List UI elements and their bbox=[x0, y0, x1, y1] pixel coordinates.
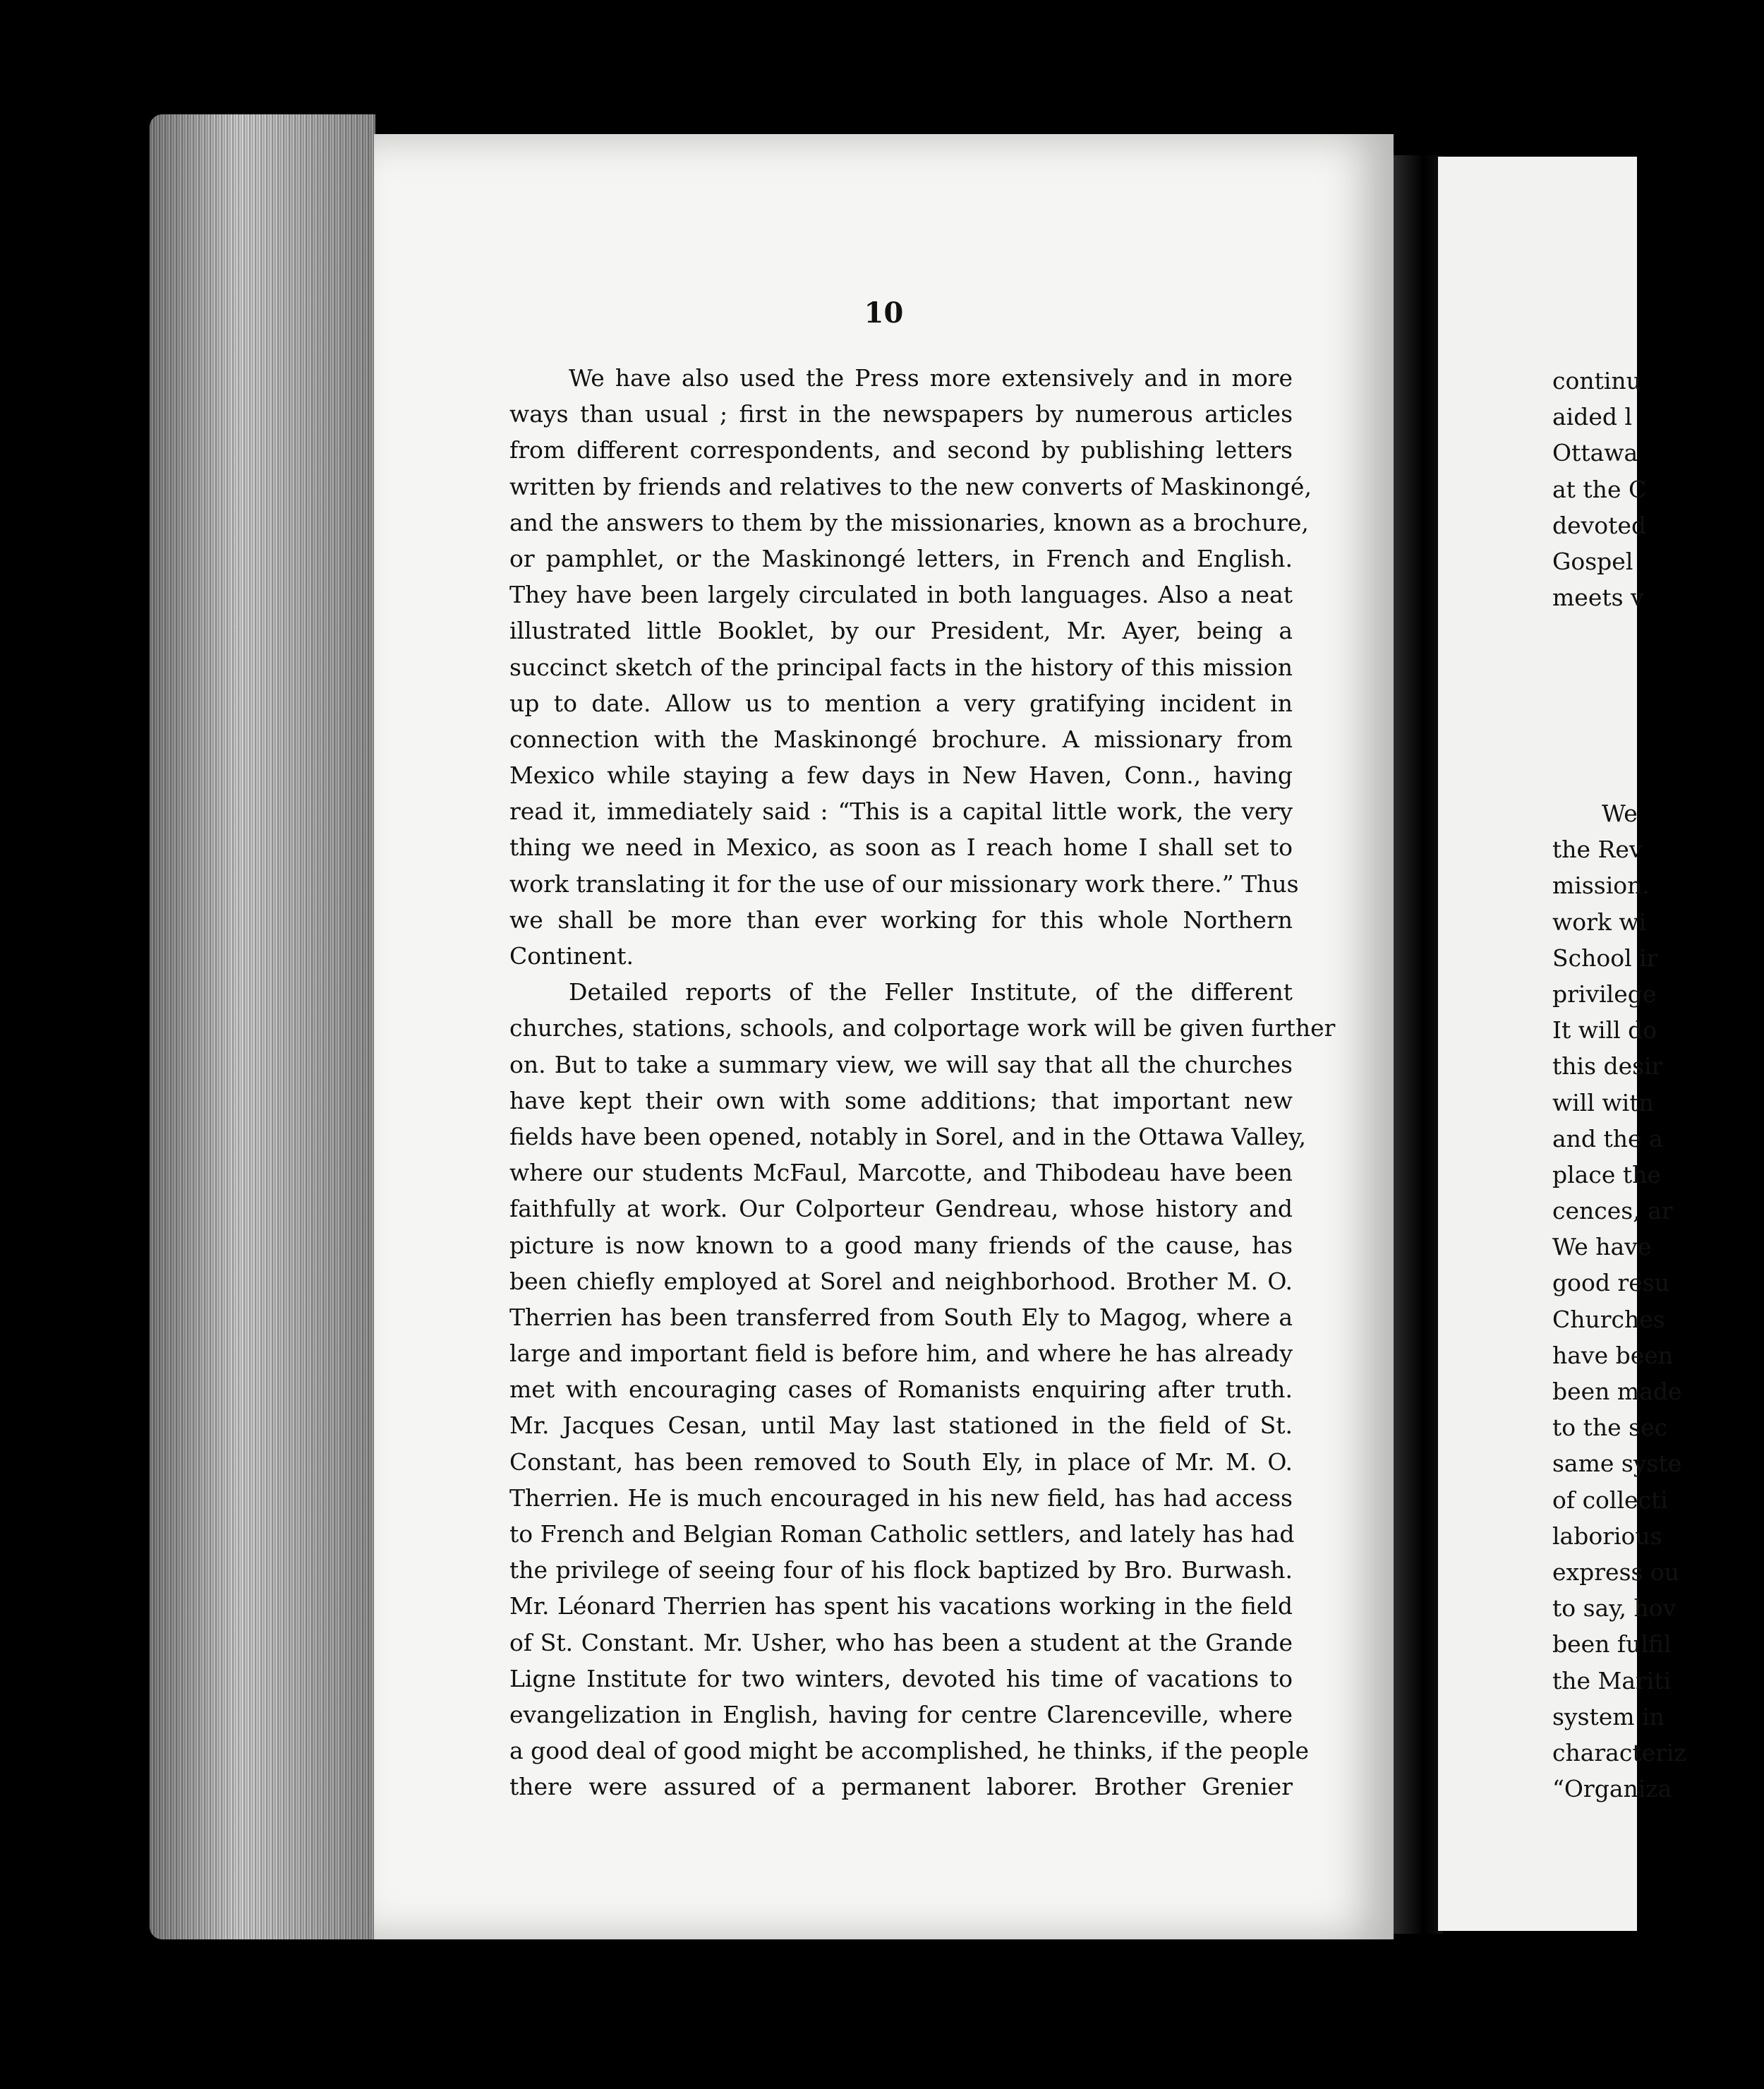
fragment-line: mission. bbox=[1552, 872, 1650, 900]
fragment-line: the Rev bbox=[1552, 836, 1643, 864]
text-line: written by friends and relatives to the new converts of Maskinongé, bbox=[509, 472, 1312, 500]
text-line: the privilege of seeing four of his flock baptized by Bro. Burwash. bbox=[509, 1556, 1293, 1584]
fragment-line: express ou bbox=[1552, 1558, 1680, 1586]
text-line: or pamphlet, or the Maskinongé letters, in French and English. bbox=[509, 544, 1293, 572]
fragment-line: Churches bbox=[1552, 1305, 1665, 1333]
fragment-line: to say, hov bbox=[1552, 1594, 1677, 1623]
text-line: ways than usual ; first in the newspapers by numerous articles bbox=[509, 400, 1293, 428]
fragment-line: continu bbox=[1552, 367, 1641, 395]
text-line: from different correspondents, and second by publishing letters bbox=[509, 436, 1293, 464]
text-line: Mr. Léonard Therrien has spent his vacations working in the field bbox=[509, 1592, 1293, 1620]
text-line: of St. Constant. Mr. Usher, who has been a student at the Grande bbox=[509, 1628, 1293, 1656]
text-line: picture is now known to a good many friends of the cause, has bbox=[509, 1231, 1293, 1259]
fragment-line: this desir bbox=[1552, 1052, 1663, 1080]
text-line: Ligne Institute for two winters, devoted his time of vacations to bbox=[509, 1664, 1293, 1692]
fragment-line: Gospel bbox=[1552, 547, 1633, 575]
text-line: evangelization in English, having for centre Clarenceville, where bbox=[509, 1700, 1293, 1728]
text-line: Detailed reports of the Feller Institute, of the different bbox=[569, 978, 1293, 1006]
text-line: fields have been opened, notably in Sorel, and in the Ottawa Valley, bbox=[509, 1122, 1306, 1150]
fragment-line: We bbox=[1602, 800, 1638, 827]
text-line: met with encouraging cases of Romanists enquiring after truth. bbox=[509, 1375, 1293, 1404]
fragment-line: cences, ar bbox=[1552, 1197, 1673, 1225]
fragment-line: at the C bbox=[1552, 475, 1647, 503]
fragment-line: “Organiza bbox=[1552, 1775, 1672, 1803]
text-line: been chiefly employed at Sorel and neighborhood. Brother M. O. bbox=[509, 1267, 1293, 1295]
fragment-line: and the a bbox=[1552, 1124, 1663, 1152]
fragment-line: School ir bbox=[1552, 944, 1658, 972]
book-gutter bbox=[1394, 155, 1443, 1934]
text-line: where our students McFaul, Marcotte, and Thibodeau have been bbox=[509, 1159, 1293, 1187]
fragment-line: laborious bbox=[1552, 1522, 1662, 1550]
fragment-line: will witn bbox=[1552, 1088, 1654, 1116]
fragment-line: aided l bbox=[1552, 403, 1633, 431]
left-page-body bbox=[509, 360, 1336, 1805]
text-line: large and important field is before him, and where he has already bbox=[509, 1340, 1293, 1368]
text-line: Continent. bbox=[509, 942, 634, 970]
text-line: Mr. Jacques Cesan, until May last stationed in the field of St. bbox=[509, 1411, 1293, 1440]
fragment-line: work wi bbox=[1552, 908, 1647, 936]
fragment-line: been fulfil bbox=[1552, 1630, 1672, 1658]
text-line: a good deal of good might be accomplished, he thinks, if the people bbox=[509, 1737, 1310, 1765]
text-line: Constant, has been removed to South Ely, in place of Mr. M. O. bbox=[509, 1447, 1293, 1476]
fragment-line: system in bbox=[1552, 1702, 1665, 1730]
fragment-line: have been bbox=[1552, 1341, 1674, 1369]
fragment-line: characteriz bbox=[1552, 1738, 1686, 1766]
text-line: on. But to take a summary view, we will say that all the churches bbox=[509, 1050, 1293, 1078]
text-line: to French and Belgian Roman Catholic settlers, and lately has had bbox=[509, 1520, 1295, 1548]
text-line: They have been largely circulated in both languages. Also a neat bbox=[509, 581, 1293, 609]
text-line: read it, immediately said : “This is a capital little work, the very bbox=[509, 797, 1293, 826]
fragment-line: of collecti bbox=[1552, 1486, 1668, 1514]
fragment-line: privilege bbox=[1552, 980, 1657, 1008]
fragment-line: meets v bbox=[1552, 584, 1644, 612]
text-line: work translating it for the use of our missionary work there.” Thus bbox=[509, 869, 1299, 898]
text-line: thing we need in Mexico, as soon as I reach home I shall set to bbox=[509, 833, 1293, 862]
fragment-line: Ottawa bbox=[1552, 439, 1638, 467]
fragment-line: place the bbox=[1552, 1160, 1661, 1188]
text-line: Therrien. He is much encouraged in his new field, has had access bbox=[509, 1483, 1293, 1512]
fragment-line: to the sec bbox=[1552, 1414, 1668, 1442]
fragment-line: good resu bbox=[1552, 1269, 1669, 1297]
text-line: connection with the Maskinongé brochure. A missionary from bbox=[509, 725, 1293, 753]
book-page-edges bbox=[150, 114, 375, 1939]
fragment-line: We have bbox=[1552, 1233, 1652, 1261]
fragment-line: the Mariti bbox=[1552, 1666, 1672, 1694]
text-line: up to date. Allow us to mention a very gratifying incident in bbox=[509, 689, 1293, 717]
text-line: faithfully at work. Our Colporteur Gendreau, whose history and bbox=[509, 1195, 1293, 1223]
fragment-line: It will do bbox=[1552, 1016, 1657, 1044]
text-line: succinct sketch of the principal facts in the history of this mission bbox=[509, 653, 1293, 681]
text-line: there were assured of a permanent laborer. Brother Grenier bbox=[509, 1773, 1293, 1801]
text-line: and the answers to them by the missionaries, known as a brochure, bbox=[509, 508, 1309, 536]
text-line: have kept their own with some additions; that important new bbox=[509, 1086, 1293, 1114]
text-line: Therrien has been transferred from South Ely to Magog, where a bbox=[509, 1303, 1293, 1331]
text-line: illustrated little Booklet, by our President, Mr. Ayer, being a bbox=[509, 617, 1293, 645]
fragment-line: same syste bbox=[1552, 1450, 1682, 1478]
paragraph-2 bbox=[509, 974, 1336, 1805]
text-line: we shall be more than ever working for this whole Northern bbox=[509, 905, 1293, 934]
text-line: We have also used the Press more extensively and in more bbox=[569, 364, 1293, 392]
right-page-text-bottom bbox=[1552, 795, 1764, 1807]
text-line: Mexico while staying a few days in New Haven, Conn., having bbox=[509, 761, 1293, 790]
right-page-text-top bbox=[1552, 363, 1764, 615]
fragment-line: been made bbox=[1552, 1378, 1682, 1405]
text-line: churches, stations, schools, and colportage work will be given further bbox=[509, 1014, 1336, 1042]
fragment-line: devoted bbox=[1552, 511, 1647, 539]
paragraph-1 bbox=[509, 360, 1312, 974]
page-number: 10 bbox=[864, 296, 904, 330]
